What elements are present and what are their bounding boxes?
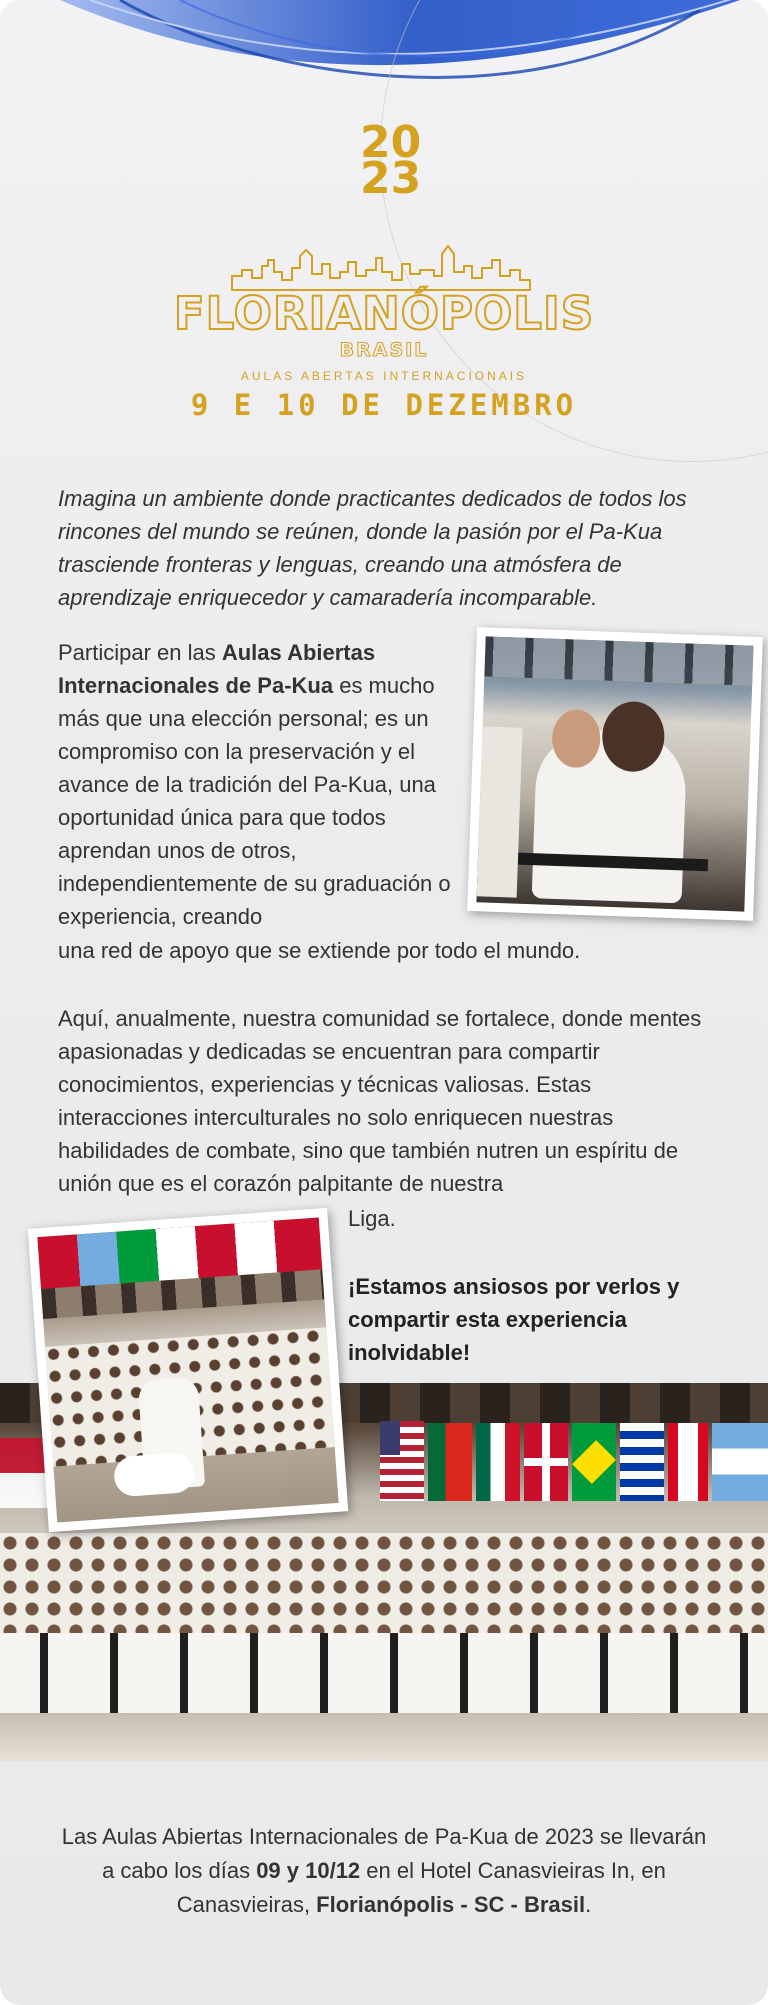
country-title: BRASIL xyxy=(339,339,429,361)
year-logo xyxy=(360,117,422,204)
photo-hug xyxy=(467,627,763,921)
participation-text: es mucho más que una elección personal; es un compromiso con la preservación y el avance de la tradición del Pa-Kua, una oportunidad única para que todos aprendan unos de otros, independientemente de su graduación o experiencia, creando xyxy=(58,673,451,929)
footer-place: Florianópolis - SC - Brasil xyxy=(316,1892,586,1917)
footer-lead: Las Aulas Abiertas Internacionales de Pa-Kua de 2023 se llevarán a cabo los días xyxy=(61,1824,707,1883)
photo-classroom xyxy=(28,1208,348,1532)
program-name: Aulas Abiertas Internacionales de Pa-Kua xyxy=(58,640,376,698)
callout-text: ¡Estamos ansiosos por verlos y compartir esta experiencia inolvidable! xyxy=(348,1274,680,1365)
intro-paragraph: Imagina un ambiente donde practicantes dedicados de todos los rincones del mundo se reúnen, donde la pasión por el Pa-Kua trasciende fronteras y lenguas, creando una atmósfera de aprendizaje enriquecedor y camaradería incomparable. xyxy=(58,486,687,610)
community-continuation: Liga. xyxy=(348,1206,396,1231)
footer-venue: en el Hotel Canasvieiras In, en Canasvieiras, xyxy=(176,1858,666,1917)
skyline-icon xyxy=(230,242,540,292)
year-bottom: 23 xyxy=(360,153,422,204)
footer-details xyxy=(60,1820,708,1922)
year-top: 20 xyxy=(360,117,422,168)
participation-paragraph xyxy=(58,636,478,933)
event-tagline: AULAS ABERTAS INTERNACIONAIS xyxy=(240,369,528,383)
community-paragraph: Aquí, anualmente, nuestra comunidad se fortalece, donde mentes apasionadas y dedicadas se encuentran para compartir conocimientos, experiencias y técnicas valiosas. Estas interacciones interculturales no solo enriquecen nuestras habilidades de combate, sino que también nutren un espíritu de unión que es el corazón palpitante de nuestra xyxy=(58,1006,702,1196)
participation-continuation: una red de apoyo que se extiende por todo el mundo. xyxy=(58,938,581,963)
event-dates: 9 E 10 DE DEZEMBRO xyxy=(190,388,578,422)
city-title: FLORIANÓPOLIS xyxy=(173,287,595,340)
participation-lead: Participar en las xyxy=(58,640,222,665)
footer-dates: 09 y 10/12 xyxy=(256,1858,361,1883)
footer-end: . xyxy=(585,1892,592,1917)
